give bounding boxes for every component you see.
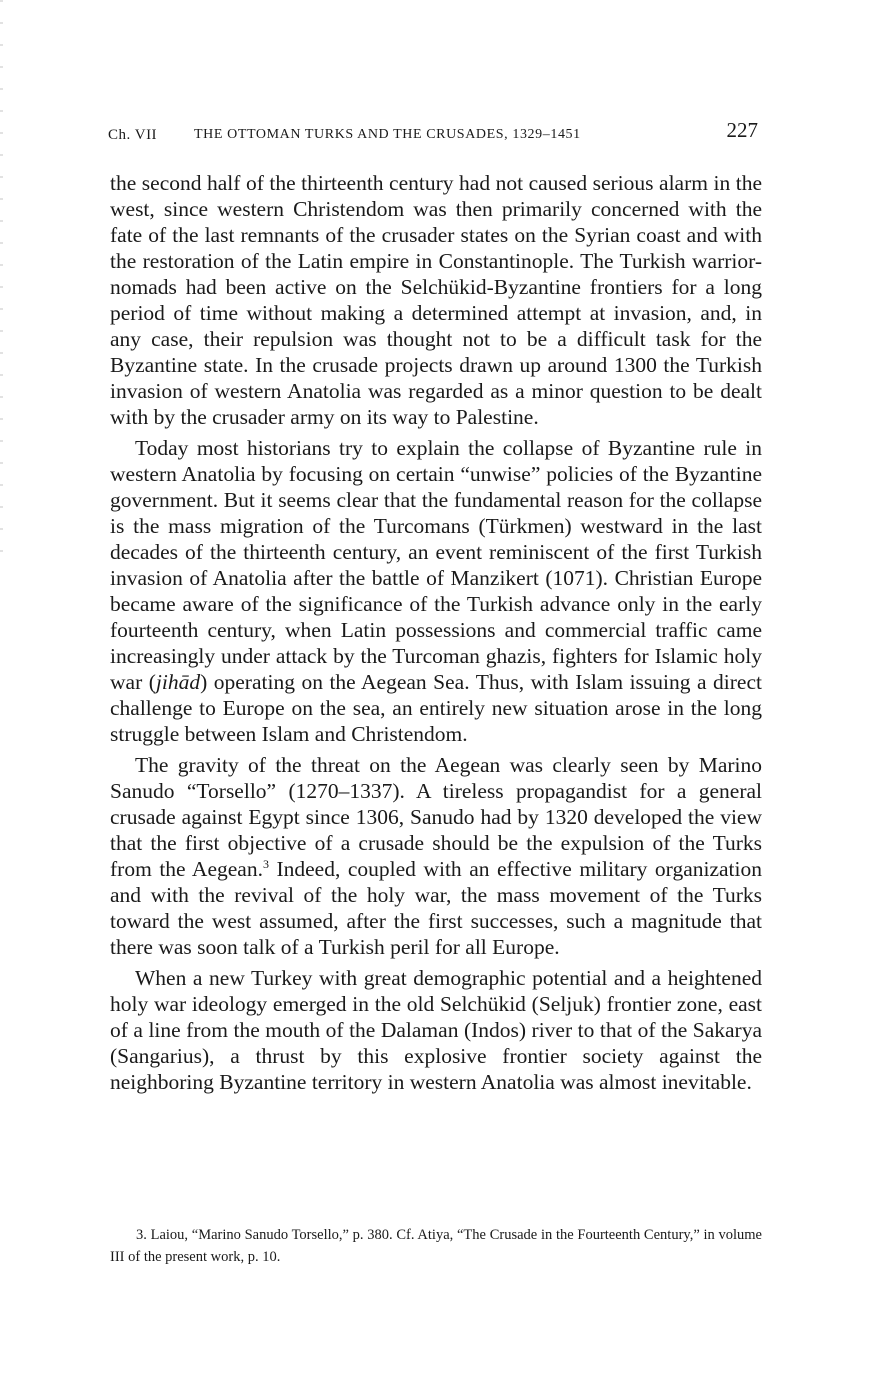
running-title: THE OTTOMAN TURKS AND THE CRUSADES, 1329–1451 — [194, 127, 581, 142]
running-head — [108, 118, 758, 148]
footnote: 3. Laiou, “Marino Sanudo Torsello,” p. 380. Cf. Atiya, “The Crusade in the Fourteenth Century,” in volume III of the present work, p. 10. — [110, 1227, 762, 1265]
paragraph-2 — [110, 435, 762, 747]
paragraph-3-text-b: Indeed, coupled with an effective military organization and with the revival of the holy war, the mass movement of the Turks toward the west assumed, after the first successes, such a magnitude that there was soon talk of a Turkish peril for all Europe. — [110, 857, 762, 959]
paragraph-4: When a new Turkey with great demographic potential and a heightened holy war ideology emerged in the old Selchükid (Seljuk) frontier zone, east of a line from the mouth of the Dalaman (Indos) river to that of the Sakarya (Sangarius), a thrust by this explosive frontier society against the neighboring Byzantine territory in western Anatolia was almost inevitable. — [110, 966, 762, 1094]
italic-term-jihad: jihād — [155, 670, 201, 694]
paragraph-2-text-a: Today most historians try to explain the collapse of Byzantine rule in western Anatolia by focusing on certain “unwise” policies of the Byzantine government. But it seems clear that the fundamental reason for the collapse is the mass migration of the Turcomans (Türkmen) westward in the last decades of the thirteenth century, an event reminiscent of the first Turkish invasion of Anatolia after the battle of Manzikert (1071). Christian Europe became aware of the significance of the Turkish advance only in the early fourteenth century, when Latin possessions and commercial traffic came increasingly under attack by the Turcoman ghazis, fighters for Islamic holy war ( — [110, 436, 762, 694]
paragraph-1: the second half of the thirteenth century had not caused serious alarm in the west, since western Christendom was then primarily concerned with the fate of the last remnants of the crusader states on the Syrian coast and with the restoration of the Latin empire in Constantinople. The Turkish warrior-nomads had been active on the Selchükid-Byzantine frontiers for a long period of time without making a determined attempt at invasion, and, in any case, their repulsion was thought not to be a difficult task for the Byzantine state. In the crusade projects drawn up around 1300 the Turkish invasion of western Anatolia was regarded as a minor question to be dealt with by the crusader army on its way to Palestine. — [110, 171, 762, 429]
paragraph-2-text-b: ) operating on the Aegean Sea. Thus, with Islam issuing a direct challenge to Europe on the sea, an entirely new situation arose in the long struggle between Islam and Christendom. — [110, 670, 762, 746]
paragraph-3 — [110, 752, 762, 960]
body-text — [110, 170, 762, 1100]
paragraph-3-text-a: The gravity of the threat on the Aegean was clearly seen by Marino Sanudo “Torsello” (1270–1337). A tireless propagandist for a general crusade against Egypt since 1306, Sanudo had by 1320 developed the view that the first objective of a crusade should be the expulsion of the Turks from the Aegean. — [110, 753, 762, 881]
page-number: 227 — [726, 118, 758, 142]
chapter-label: Ch. VII — [108, 127, 158, 143]
footnote-reference: 3 — [262, 856, 269, 871]
scan-edge-marks — [0, 0, 3, 560]
